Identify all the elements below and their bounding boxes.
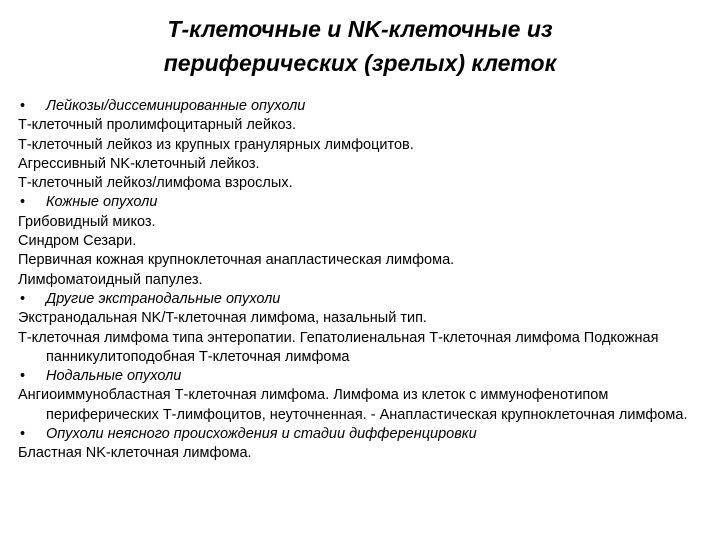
- title-line-1: Т-клеточные и NK-клеточные из: [167, 16, 553, 42]
- section-heading-text: Нодальные опухоли: [46, 368, 182, 385]
- list-item: Экстранодальная NK/T-клеточная лимфома, назальный тип.: [18, 310, 427, 327]
- bullet-icon: •: [20, 290, 26, 307]
- section-heading-text: Кожные опухоли: [46, 194, 158, 211]
- page-title: [60, 12, 660, 80]
- bullet-icon: •: [20, 194, 26, 211]
- list-item: Грибовидный микоз.: [18, 213, 156, 230]
- section-heading: [18, 193, 708, 212]
- list-item: Первичная кожная крупноклеточная анапластическая лимфома.: [18, 252, 455, 269]
- section-heading-text: Опухоли неясного происхождения и стадии дифференцировки: [46, 426, 477, 443]
- section-heading-text: Другие экстранодальные опухоли: [46, 290, 281, 307]
- list-item: Синдром Сезари.: [18, 233, 137, 250]
- list-item: Т-клеточный лейкоз/лимфома взрослых.: [18, 175, 293, 192]
- section-heading: [18, 290, 708, 309]
- list-item: Бластная NK-клеточная лимфома.: [18, 445, 252, 462]
- list-item: Агрессивный NK-клеточный лейкоз.: [18, 155, 260, 172]
- section-heading: [18, 97, 708, 116]
- bullet-icon: •: [20, 368, 26, 385]
- section-heading: [18, 425, 708, 444]
- section-heading: [18, 367, 708, 386]
- bullet-icon: •: [20, 98, 26, 114]
- classification-list: [18, 97, 708, 464]
- list-item: Т-клеточный пролимфоцитарный лейкоз.: [18, 117, 297, 134]
- list-item: Ангиоиммунобластная Т-клеточная лимфома. Лимфома из клеток с иммунофенотипом периферических Т-лимфоцитов, неуточненная. - Анапластическая крупноклеточная лимфома.: [18, 387, 688, 423]
- list-item: Лимфоматоидный папулез.: [18, 271, 203, 288]
- list-item: Т-клеточный лейкоз из крупных гранулярных лимфоцитов.: [18, 136, 414, 153]
- list-item: Т-клеточная лимфома типа энтеропатии. Гепатолиенальная Т-клеточная лимфома Подкожная панникулитоподобная Т-клеточная лимфома: [18, 329, 659, 365]
- bullet-icon: •: [20, 426, 26, 443]
- section-heading-text: Лейкозы/диссеминированные опухоли: [46, 98, 306, 114]
- title-line-2: периферических (зрелых) клеток: [163, 50, 557, 76]
